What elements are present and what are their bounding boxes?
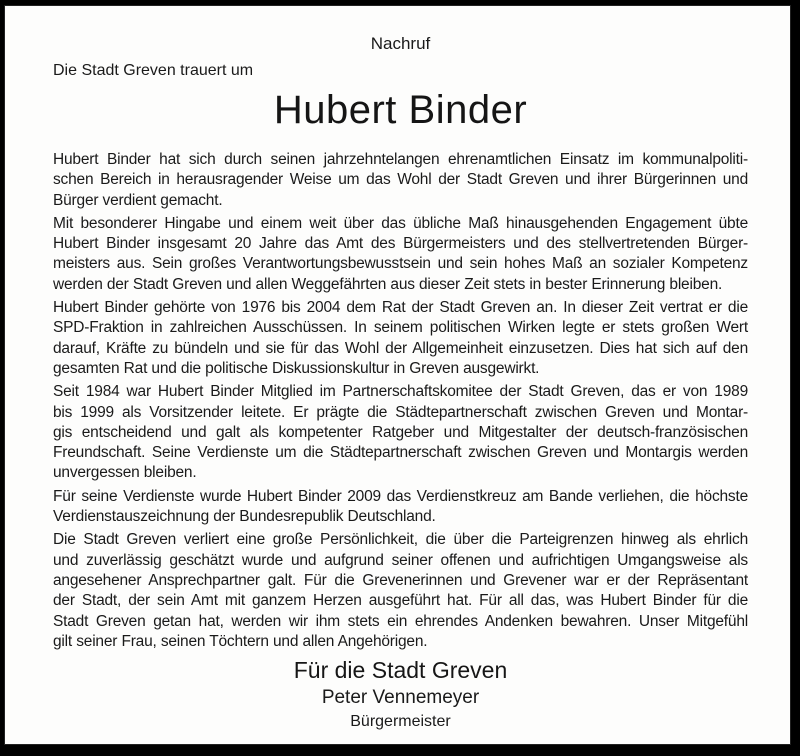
text-line: Seit 1984 war Hubert Binder Mitglied im Partnerschaftskomitee der Stadt Greven, das er von 1989 (53, 383, 748, 401)
closing-block (53, 655, 748, 733)
text-line: der Stadt, der sein Amt mit ganzem Herzen ausgeführt hat. Für all das, was Hubert Binder für die (53, 592, 748, 610)
text-line: werden der Stadt Greven und allen Weggefährten aus dieser Zeit stets in bester Erinnerung bleiben. (53, 275, 723, 293)
paragraph (53, 530, 748, 652)
paragraph (53, 150, 748, 211)
text-line: gis entscheidend und galt als kompetenter Ratgeber und Mitgestalter der deutsch-französischen (53, 423, 748, 441)
closing-signer-role: Bürgermeister (350, 713, 451, 731)
paragraph (53, 487, 748, 528)
text-line: angesehener Ansprechpartner galt. Für die Grevenerinnen und Grevener war er der Repräsentant (53, 571, 748, 589)
paragraph (53, 382, 748, 483)
text-line: Die Stadt Greven verliert eine große Persönlichkeit, die über die Parteigrenzen hinweg als ehrlich (53, 531, 748, 549)
deceased-name: Hubert Binder (273, 88, 528, 132)
text-line: bis 1999 als Vorsitzender leitete. Er prägte die Städtepartnerschaft zwischen Greven und Montar- (53, 403, 748, 421)
text-line: Bürger verdient gemacht. (53, 191, 223, 209)
mourning-intro: Die Stadt Greven trauert um (53, 62, 254, 79)
text-line: unvergessen bleiben. (53, 464, 197, 482)
text-line: Hubert Binder insgesamt 20 Jahre das Amt des Bürgermeisters und des stellvertretenden Bürger- (53, 235, 748, 253)
text-line: schen Bereich in herausragender Weise um das Wohl der Stadt Greven und ihrer Bürgerinnen und (53, 171, 748, 189)
text-line: gilt seiner Frau, seinen Töchtern und allen Angehörigen. (53, 632, 428, 650)
paragraphs (53, 150, 748, 652)
paragraph (53, 214, 748, 295)
closing-signer-name: Peter Vennemeyer (321, 687, 480, 709)
text-line: Verdienstauszeichnung der Bundesrepublik Deutschland. (53, 508, 436, 526)
text-line: darauf, Kräfte zu bündeln und sie für das Wohl der Allgemeinheit einzusetzen. Dies hat sich auf den (53, 339, 748, 357)
obituary-content (5, 6, 790, 744)
text-line: Stadt Greven getan hat, werden wir ihm stets ein ehrendes Andenken bewahren. Unser Mitgefühl (53, 612, 748, 630)
text-line: Für seine Verdienste wurde Hubert Binder 2009 das Verdienstkreuz am Bande verliehen, die höchste (53, 487, 748, 505)
closing-for-city: Für die Stadt Greven (293, 657, 508, 684)
text-line: Hubert Binder gehörte von 1976 bis 2004 dem Rat der Stadt Greven an. In dieser Zeit vertrat er die (53, 299, 748, 317)
text-line: Mit besonderer Hingabe und einem weit über das übliche Maß hinausgehenden Engagement übte (53, 214, 748, 232)
obituary-page (4, 5, 791, 745)
text-line: SPD-Fraktion in zahlreichen Ausschüssen. In seinem politischen Wirken legte er stets großen Wert (53, 319, 748, 337)
text-line: Freundschaft. Seine Verdienste um die Städtepartnerschaft zwischen Greven und Montargis werden (53, 444, 748, 462)
notice-kicker: Nachruf (370, 34, 431, 53)
paragraph (53, 298, 748, 379)
text-line: Hubert Binder hat sich durch seinen jahrzehntelangen ehrenamtlichen Einsatz im kommunalpoliti- (53, 151, 748, 168)
text-line: und zuverlässig geschätzt wurde und aufgrund seiner offenen und aufrichtigen Umgangsweise als (53, 551, 748, 569)
text-line: gesamten Rat und die politische Diskussionskultur in Greven ausgewirkt. (53, 359, 540, 377)
text-line: meisters aus. Sein großes Verantwortungsbewusstsein und sein hohes Maß an sozialer Kompetenz (53, 255, 748, 273)
